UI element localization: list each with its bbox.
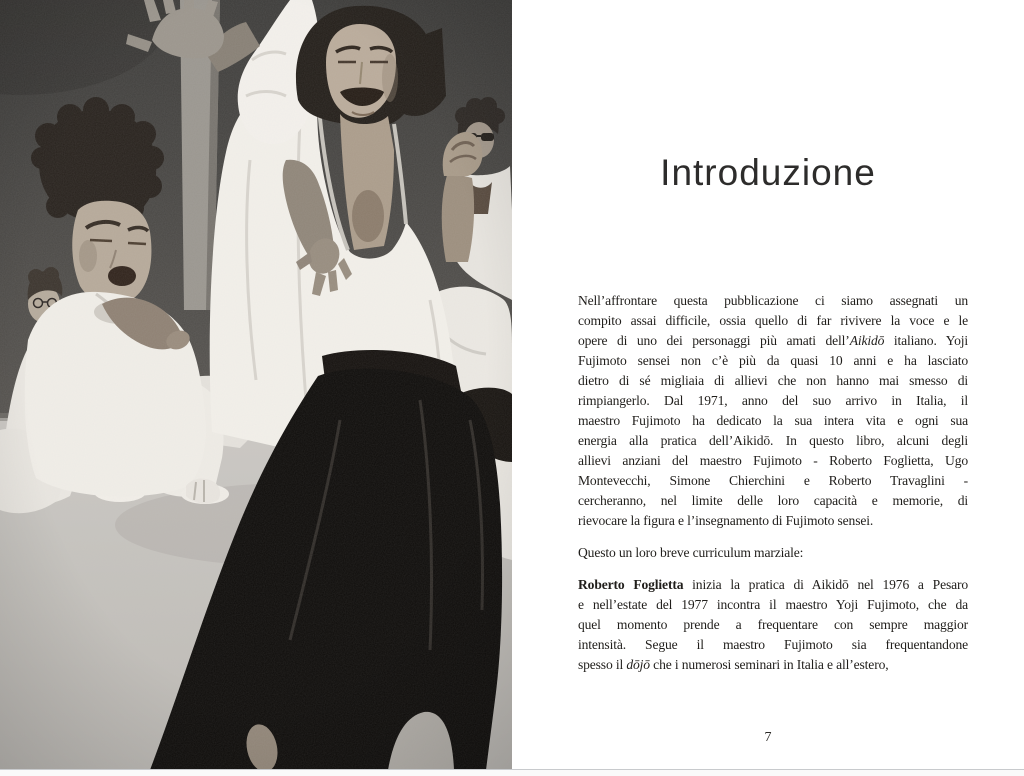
text-page — [512, 0, 1024, 769]
page-number: 7 — [764, 730, 772, 745]
paragraph-intro: Nell’affrontare questa pubblicazione ci siamo assegnati un compito assai difficile, ossia quello di far rivivere la voce e le opere di uno dei personaggi più amati dell’Aikidō italiano. Yoji Fujimoto sensei non c’è più da quasi 10 anni e ha lasciato dietro di sé migliaia di allievi che non hanno mai smesso di rimpiangerlo. Dal 1971, anno del suo arrivo in Italia, il maestro Fujimoto ha dedicato la sua intera vita e ogni sua energia alla pratica dell’Aikidō. In questo libro, alcuni degli allievi anziani del maestro Fujimoto - Roberto Foglietta, Ugo Montevecchi, Simone Chierchini e Roberto Travaglini - cercheranno, nel limite delle loro capacità e memorie, di rievocare la figura e l’insegnamento di Fujimoto sensei. — [578, 293, 968, 528]
paragraph-curriculum-lead: Questo un loro breve curriculum marziale: — [578, 545, 804, 560]
window-bottom-edge — [0, 769, 1024, 776]
photo-page — [0, 0, 512, 769]
chapter-title: Introduzione — [660, 152, 876, 193]
aikido-photo — [0, 0, 512, 769]
paragraph-foglietta-bio: Roberto Foglietta inizia la pratica di Aikidō nel 1976 a Pesaro e nell’estate del 1977 incontra il maestro Yoji Fujimoto, che da quel momento prende a frequentare con sempre maggior intensità. Segue il maestro Fujimoto sia frequentandone spesso il dōjō che i numerosi seminari in Italia e all’estero, — [578, 577, 968, 672]
body-text — [578, 291, 968, 687]
vignette — [0, 0, 512, 769]
